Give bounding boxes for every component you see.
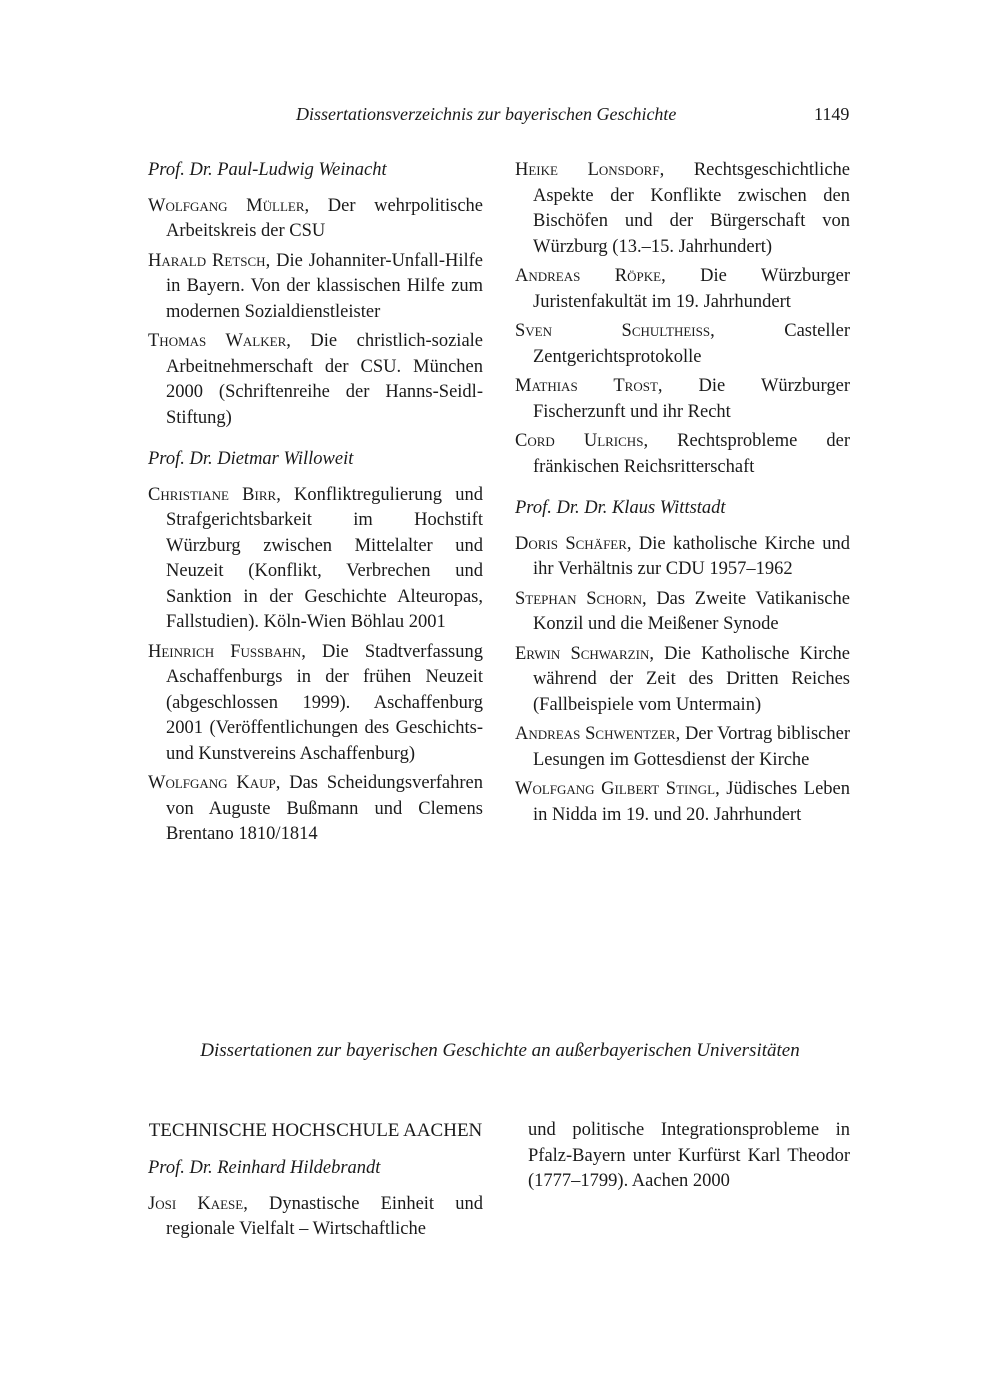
dissertation-title: , Casteller Zentgerichtsprotokolle <box>533 321 850 367</box>
running-title: Dissertationsverzeichnis zur bayerischen Geschichte <box>296 104 677 124</box>
author-name: Heinrich Fußbahn <box>148 641 302 662</box>
author-name: Josi Kaese <box>148 1193 244 1214</box>
dissertation-entry <box>148 483 483 636</box>
dissertation-entry <box>515 777 850 828</box>
bottom-left-column <box>148 1118 483 1247</box>
dissertation-title: , Die Würzburger Fischerzunft und ihr Recht <box>533 376 850 422</box>
university-name: TECHNISCHE HOCHSCHULE AACHEN <box>148 1120 483 1141</box>
dissertation-title: , Rechtsgeschichtliche Aspekte der Konflikte zwischen den Bischöfen und der Bürgerschaft von Würzburg (13.–15. Jahrhundert) <box>533 160 850 257</box>
author-name: Wolfgang Gilbert Stingl <box>515 779 716 799</box>
dissertation-entry <box>515 264 850 315</box>
dissertation-title: , Jüdisches Leben in Nidda im 19. und 20. Jahrhundert <box>533 779 850 825</box>
dissertation-entry <box>515 532 850 583</box>
dissertation-entry <box>515 374 850 425</box>
dissertation-entry <box>148 194 483 245</box>
author-name: Thomas Walker <box>148 331 287 351</box>
dissertation-title: , Der wehrpolitische Arbeitskreis der CSU <box>166 195 483 241</box>
dissertation-entry <box>148 329 483 431</box>
dissertation-entry <box>515 642 850 719</box>
right-column <box>515 158 850 844</box>
professor-name: Prof. Dr. Reinhard Hildebrandt <box>148 1158 381 1178</box>
professor-group <box>515 496 850 828</box>
section-title: Dissertationen zur bayerischen Geschichte an außerbayerischen Universitäten <box>200 1040 800 1061</box>
dissertation-title: , Konfliktregulierung und Strafgerichtsbarkeit im Hochstift Würzburg zwischen Mittelalter und Neuzeit (Konflikt, Verbrechen und Sanktion in der Geschichte Alteuropas, Fallstudien). Köln-Wien Böhlau 2001 <box>166 484 483 632</box>
author-name: Andreas Schwentzer <box>515 724 676 744</box>
author-name: Christiane Birr <box>148 484 277 505</box>
dissertation-entry <box>148 771 483 848</box>
author-name: Sven Schultheiss <box>515 321 711 341</box>
dissertation-title: , Der Vortrag biblischer Lesungen im Gottesdienst der Kirche <box>533 724 850 770</box>
dissertation-title: , Die christlich-soziale Arbeitnehmerschaft der CSU. München 2000 (Schriftenreihe der Hanns-Seidl-Stiftung) <box>166 331 484 428</box>
professor-group <box>148 447 483 848</box>
dissertation-title: , Die Johanniter-Unfall-Hilfe in Bayern. Von der klassischen Hilfe zum modernen Sozialdienstleister <box>166 250 483 322</box>
dissertation-title-continued: und politische Integrationsprobleme in Pfalz-Bayern unter Kurfürst Karl Theodor (1777–1799). Aachen 2000 <box>528 1120 850 1191</box>
professor-group <box>148 158 483 431</box>
dissertation-entry <box>148 249 483 326</box>
professor-name: Prof. Dr. Dietmar Willoweit <box>148 449 354 469</box>
author-name: Harald Retsch <box>148 250 266 271</box>
dissertation-title: , Rechtsprobleme der fränkischen Reichsritterschaft <box>533 431 850 477</box>
author-name: Heike Lonsdorf <box>515 160 660 180</box>
dissertation-entry <box>148 640 483 768</box>
dissertation-entry <box>515 722 850 773</box>
left-column <box>148 158 483 864</box>
dissertation-title: , Die katholische Kirche und ihr Verhältnis zur CDU 1957–1962 <box>533 533 851 579</box>
bottom-right-column <box>528 1118 850 1195</box>
dissertation-title: , Die Katholische Kirche während der Zeit des Dritten Reiches (Fallbeispiele vom Untermain) <box>533 643 850 715</box>
author-name: Mathias Trost <box>515 376 658 396</box>
dissertation-title: , Die Würzburger Juristenfakultät im 19. Jahrhundert <box>533 266 850 312</box>
author-name: Andreas Röpke <box>515 266 662 286</box>
author-name: Cord Ulrichs <box>515 431 644 451</box>
author-name: Doris Schäfer <box>515 533 627 554</box>
author-name: Stephan Schorn <box>515 588 643 609</box>
dissertation-title: , Die Stadtverfassung Aschaffenburgs in der frühen Neuzeit (abgeschlossen 1999). Aschaffenburg 2001 (Veröffentlichungen des Geschichts- und Kunstvereins Aschaffenburg) <box>166 641 483 764</box>
dissertation-title: , Das Scheidungsverfahren von Auguste Bußmann und Clemens Brentano 1810/1814 <box>166 773 483 844</box>
dissertation-title: , Das Zweite Vatikanische Konzil und die Meißener Synode <box>533 588 850 634</box>
professor-name: Prof. Dr. Dr. Klaus Wittstadt <box>515 498 726 518</box>
author-name: Wolfgang Müller <box>148 195 305 216</box>
dissertation-entry <box>515 587 850 638</box>
page-number: 1149 <box>814 104 850 124</box>
author-name: Wolfgang Kaup <box>148 773 276 793</box>
dissertation-entry <box>515 158 850 260</box>
dissertation-entry <box>515 319 850 370</box>
continued-entries <box>515 158 850 480</box>
author-name: Erwin Schwarzin <box>515 643 650 664</box>
dissertation-entry <box>148 1192 483 1243</box>
dissertation-title: , Dynastische Einheit und regionale Vielfalt – Wirtschaftliche <box>166 1193 483 1239</box>
dissertation-entry <box>515 429 850 480</box>
professor-name: Prof. Dr. Paul-Ludwig Weinacht <box>148 160 387 180</box>
